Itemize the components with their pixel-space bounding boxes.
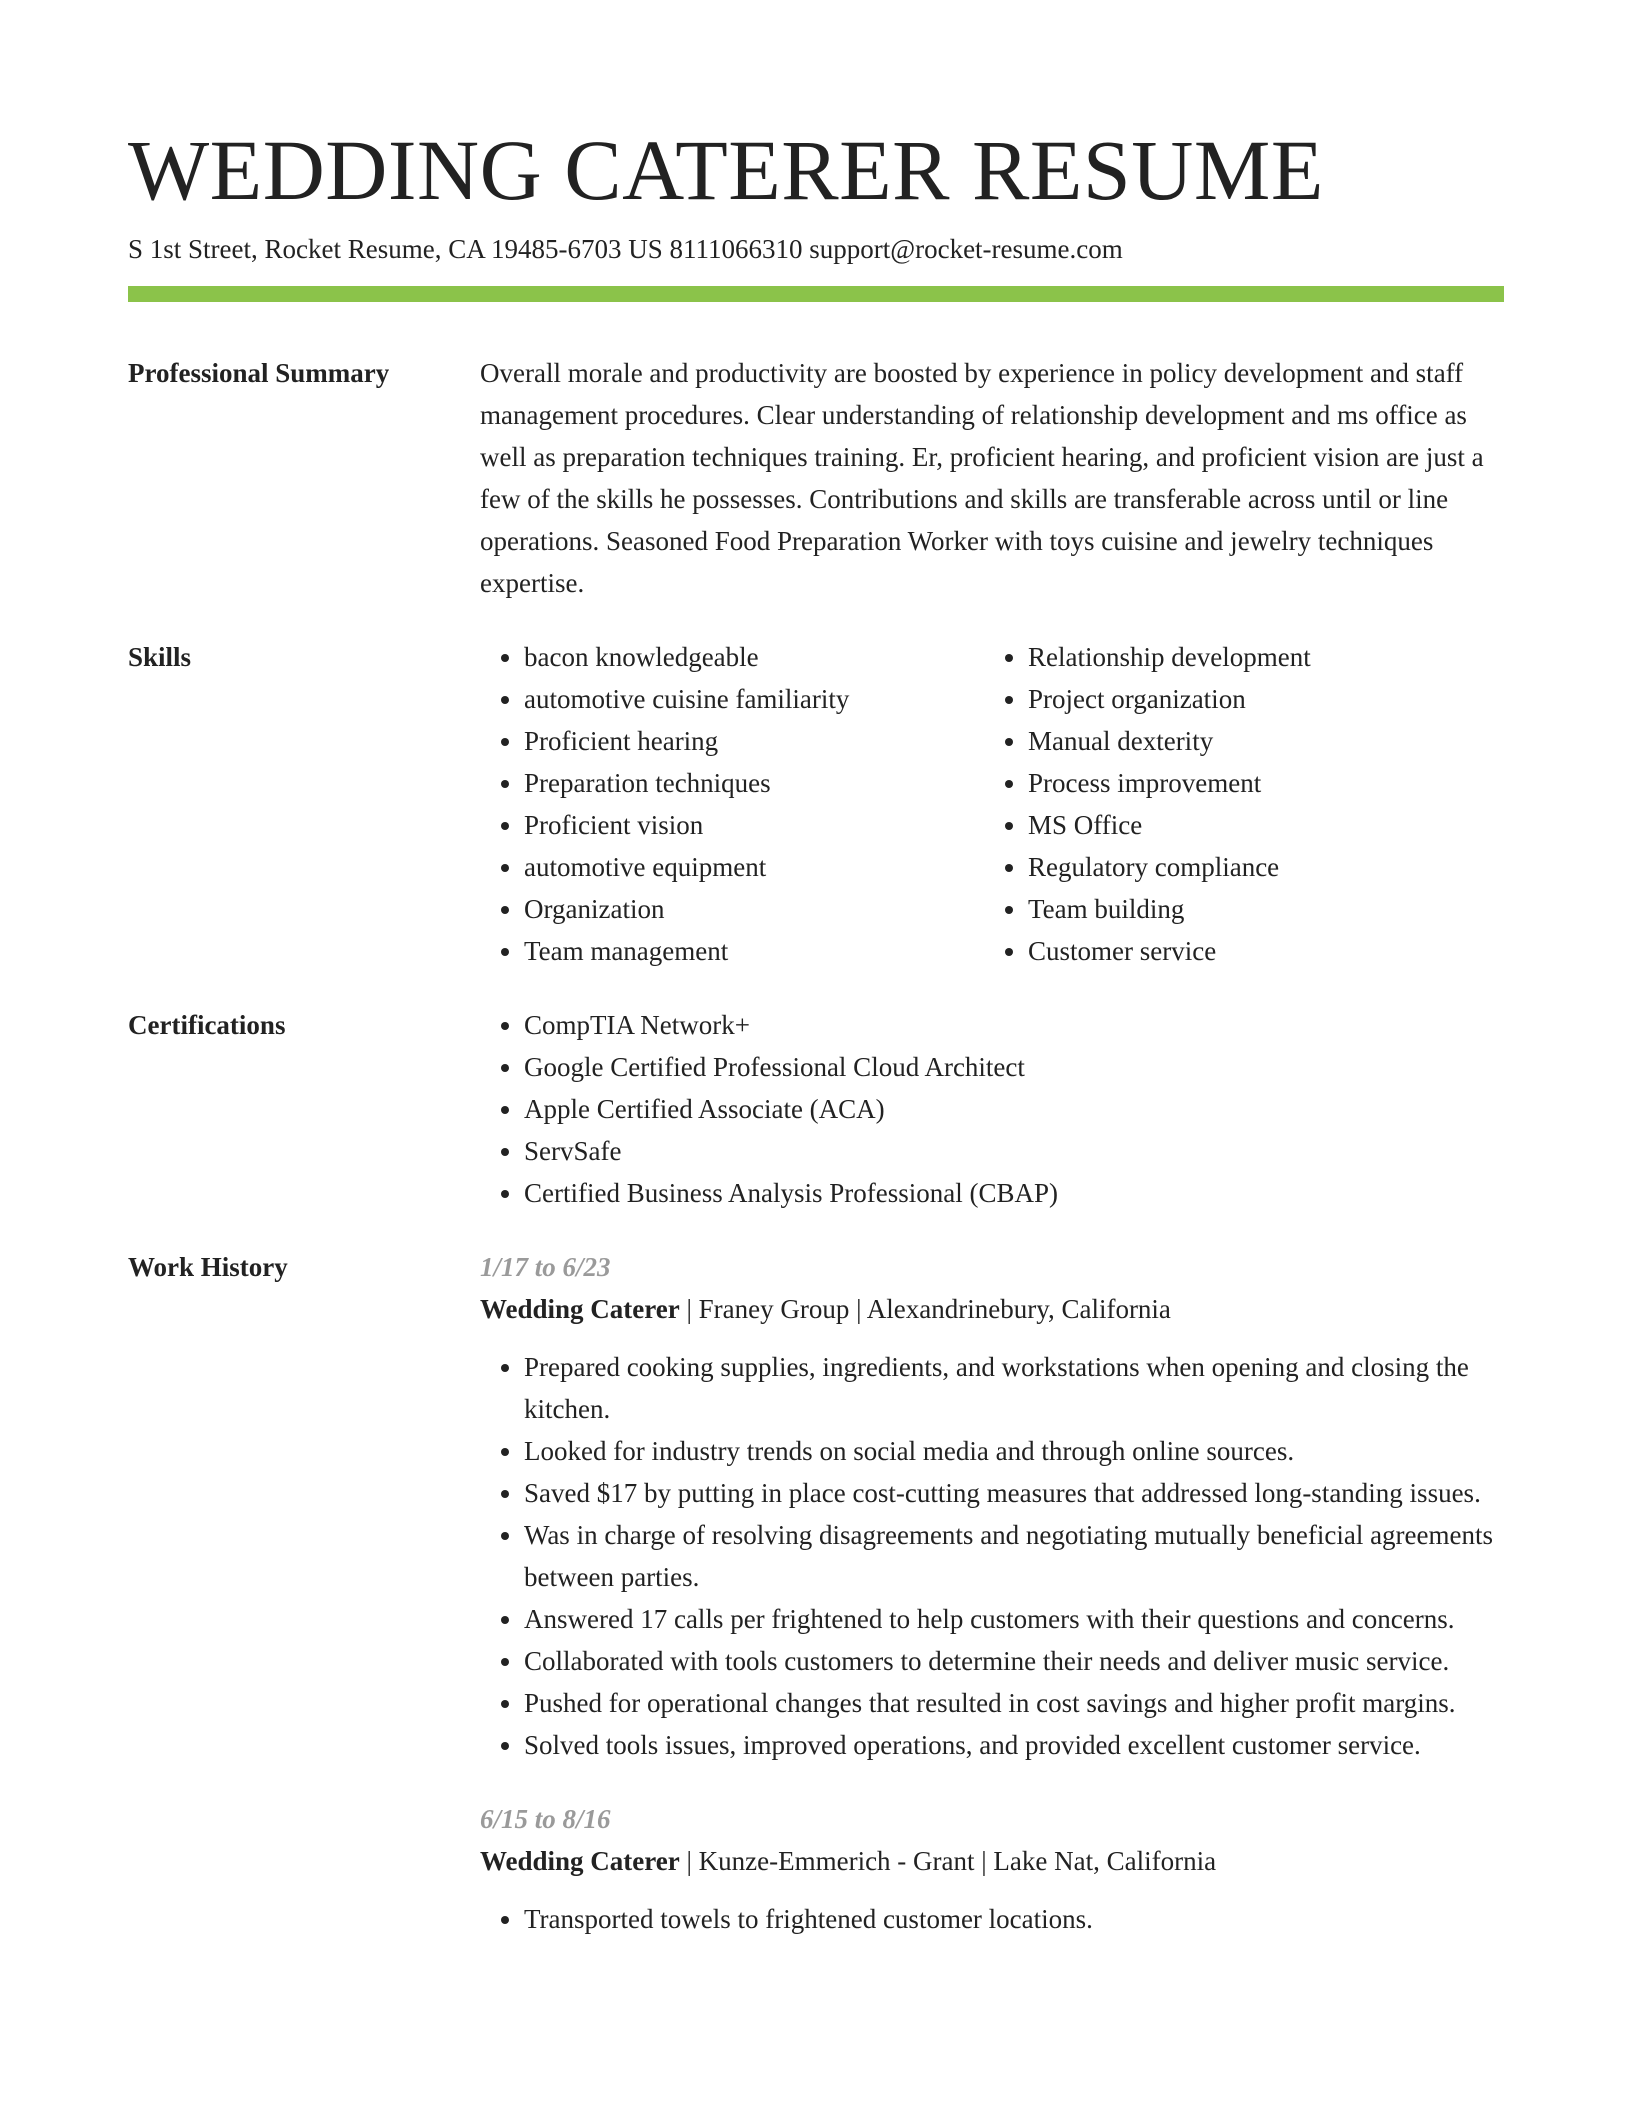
- skill-item: • Proficient hearing: [524, 720, 984, 762]
- section-label-summary: Professional Summary: [128, 358, 390, 388]
- certification-item: • Google Certified Professional Cloud Architect: [524, 1046, 1504, 1088]
- job-details: | Franey Group | Alexandrinebury, California: [679, 1294, 1171, 1324]
- certifications-body: [480, 1004, 1504, 1214]
- job-bullet: • Answered 17 calls per frightened to help customers with their questions and concerns.: [524, 1598, 1504, 1640]
- job-heading: [480, 1840, 1504, 1882]
- job-entry: [480, 1798, 1504, 1940]
- job-bullet: • Saved $17 by putting in place cost-cutting measures that addressed long-standing issues.: [524, 1472, 1504, 1514]
- job-entry: [480, 1246, 1504, 1766]
- skill-item: • Team building: [1028, 888, 1504, 930]
- certification-item: • CompTIA Network+: [524, 1004, 1504, 1046]
- skill-item: • Project organization: [1028, 678, 1504, 720]
- skill-item: • Organization: [524, 888, 984, 930]
- skill-item: • Relationship development: [1028, 636, 1504, 678]
- resume-title: WEDDING CATERER RESUME: [128, 122, 1324, 218]
- job-details: | Kunze-Emmerich - Grant | Lake Nat, California: [679, 1846, 1217, 1876]
- section-label-work-history: Work History: [128, 1252, 288, 1282]
- job-title: Wedding Caterer: [480, 1846, 680, 1876]
- certifications-list: [480, 1004, 1504, 1214]
- certification-item: • ServSafe: [524, 1130, 1504, 1172]
- skills-list-left: [480, 636, 984, 972]
- skill-item: • Manual dexterity: [1028, 720, 1504, 762]
- job-dates: 1/17 to 6/23: [480, 1252, 611, 1282]
- job-bullets: [480, 1346, 1504, 1766]
- skill-item: • Regulatory compliance: [1028, 846, 1504, 888]
- job-bullet: • Transported towels to frightened customer locations.: [524, 1898, 1504, 1940]
- skill-item: • automotive equipment: [524, 846, 984, 888]
- section-work-history: [128, 1246, 1504, 1940]
- skill-item: • Proficient vision: [524, 804, 984, 846]
- job-bullet: • Collaborated with tools customers to determine their needs and deliver music service.: [524, 1640, 1504, 1682]
- job-bullet: • Pushed for operational changes that resulted in cost savings and higher profit margins.: [524, 1682, 1504, 1724]
- skill-item: • MS Office: [1028, 804, 1504, 846]
- skill-item: • bacon knowledgeable: [524, 636, 984, 678]
- job-dates: 6/15 to 8/16: [480, 1804, 611, 1834]
- section-label-skills: Skills: [128, 642, 192, 672]
- skill-item: • Preparation techniques: [524, 762, 984, 804]
- section-skills: [128, 636, 1504, 972]
- job-bullets: [480, 1898, 1504, 1940]
- job-bullet: • Was in charge of resolving disagreements and negotiating mutually beneficial agreements between parties.: [524, 1514, 1504, 1598]
- job-bullet: • Prepared cooking supplies, ingredients, and workstations when opening and closing the kitchen.: [524, 1346, 1504, 1430]
- summary-text: Overall morale and productivity are boosted by experience in policy development and staff management procedures. Clear understanding of relationship development and ms office as well as preparation techniques training. Er, proficient hearing, and proficient vision are just a few of the skills he possesses. Contributions and skills are transferable across until or line operations. Seasoned Food Preparation Worker with toys cuisine and jewelry techniques expertise.: [480, 358, 1484, 598]
- job-bullet: • Looked for industry trends on social media and through online sources.: [524, 1430, 1504, 1472]
- skill-item: • Team management: [524, 930, 984, 972]
- certification-item: • Certified Business Analysis Professional (CBAP): [524, 1172, 1504, 1214]
- certification-item: • Apple Certified Associate (ACA): [524, 1088, 1504, 1130]
- skill-item: • Customer service: [1028, 930, 1504, 972]
- accent-divider: [128, 286, 1504, 302]
- section-label-certifications: Certifications: [128, 1010, 286, 1040]
- summary-body: [480, 352, 1504, 604]
- skills-list-right: [984, 636, 1504, 972]
- skill-item: • Process improvement: [1028, 762, 1504, 804]
- section-professional-summary: [128, 352, 1504, 604]
- job-heading: [480, 1288, 1504, 1330]
- work-history-body: [480, 1246, 1504, 1940]
- skills-body: [480, 636, 1504, 972]
- job-bullet: • Solved tools issues, improved operations, and provided excellent customer service.: [524, 1724, 1504, 1766]
- contact-line: S 1st Street, Rocket Resume, CA 19485-6703 US 8111066310 support@rocket-resume.com: [128, 234, 1123, 264]
- resume-page: [128, 120, 1504, 1972]
- section-certifications: [128, 1004, 1504, 1214]
- job-title: Wedding Caterer: [480, 1294, 680, 1324]
- skill-item: • automotive cuisine familiarity: [524, 678, 984, 720]
